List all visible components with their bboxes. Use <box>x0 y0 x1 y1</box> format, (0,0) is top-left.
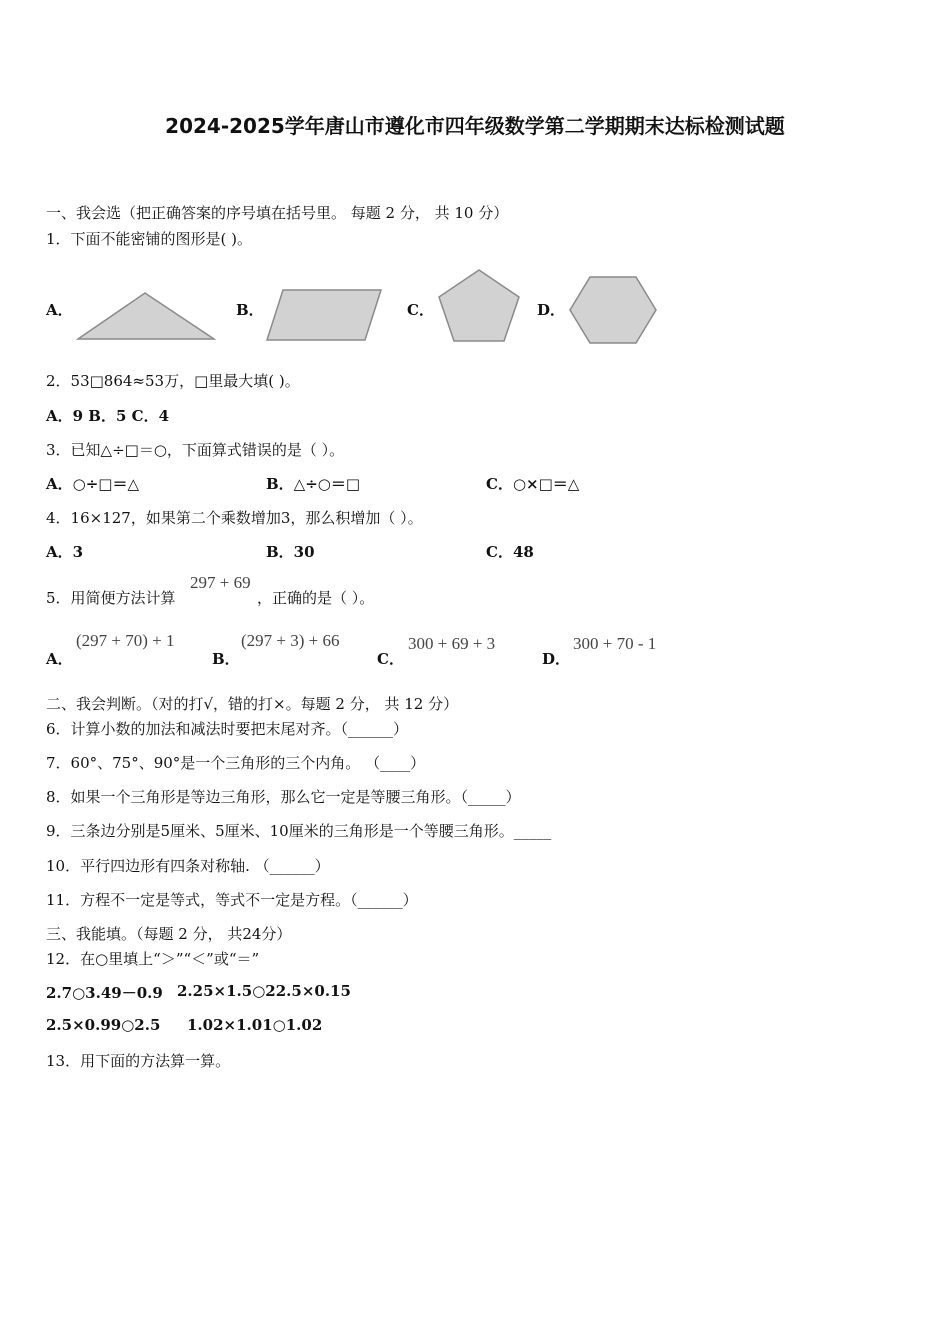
q5-option-a-label: A． <box>46 650 73 668</box>
q5-option-b-label: B． <box>212 650 240 668</box>
question-8: 8．如果一个三角形是等边三角形，那么它一定是等腰三角形。（_____） <box>46 788 521 806</box>
q5-expression: 297 + 69 <box>190 573 251 592</box>
q4-option-a: A．3 <box>46 543 84 561</box>
q5-option-d-label: D． <box>542 650 571 668</box>
q5-option-a-expr: (297 + 70) + 1 <box>76 631 175 650</box>
q5-option-c-expr: 300 + 69 + 3 <box>408 634 496 653</box>
question-1: 1．下面不能密铺的图形是( )。 <box>46 230 253 248</box>
q5-option-d-expr: 300 + 70 - 1 <box>573 634 657 653</box>
pentagon-icon <box>436 268 522 344</box>
question-7: 7．60°、75°、90°是一个三角形的三个内角。 （____） <box>46 754 426 772</box>
q12-row2-item2: 1.02×1.01○1.02 <box>187 1016 323 1034</box>
parallelogram-icon <box>265 288 383 342</box>
q1-option-c-label: C． <box>407 301 434 319</box>
question-2: 2．53□864≈53万，□里最大填( )。 <box>46 372 300 390</box>
q1-option-b-label: B． <box>236 301 264 319</box>
section1-heading: 一、我会选（把正确答案的序号填在括号里。 每题 2 分， 共 10 分） <box>46 204 509 222</box>
q12-row1-item2: 2.25×1.5○22.5×0.15 <box>177 982 351 1000</box>
q4-option-c: C．48 <box>486 543 534 561</box>
question-10: 10．平行四边形有四条对称轴. （______） <box>46 857 330 875</box>
question-5-suffix: ，正确的是（ ）。 <box>257 589 375 607</box>
question-12: 12．在○里填上“＞”“＜”或“＝” <box>46 950 260 968</box>
section2-heading: 二、我会判断。（对的打√，错的打×。每题 2 分， 共 12 分） <box>46 695 459 713</box>
question-6: 6．计算小数的加法和减法时要把末尾对齐。（______） <box>46 720 409 738</box>
question-4: 4．16×127，如果第二个乘数增加3，那么积增加（ ）。 <box>46 509 423 527</box>
q3-option-b: B．△÷○＝□ <box>266 475 361 493</box>
question-11: 11．方程不一定是等式，等式不一定是方程。（______） <box>46 891 418 909</box>
q5-option-b-expr: (297 + 3) + 66 <box>241 631 340 650</box>
hexagon-icon <box>568 275 658 345</box>
q5-option-c-label: C． <box>377 650 404 668</box>
question-9: 9．三条边分别是5厘米、5厘米、10厘米的三角形是一个等腰三角形。_____ <box>46 822 552 840</box>
section3-heading: 三、我能填。（每题 2 分， 共24分） <box>46 925 292 943</box>
question-3: 3．已知△÷□＝○，下面算式错误的是（ ）。 <box>46 441 345 459</box>
q1-option-d-label: D． <box>537 301 566 319</box>
question-13: 13．用下面的方法算一算。 <box>46 1052 231 1070</box>
q3-option-c: C．○×□＝△ <box>486 475 580 493</box>
q2-options: A．9 B．5 C．4 <box>46 407 170 425</box>
question-5-prefix: 5．用简便方法计算 <box>46 589 176 607</box>
q12-row1-item1: 2.7○3.49－0.9 <box>46 984 163 1002</box>
q12-row2-item1: 2.5×0.99○2.5 <box>46 1016 161 1034</box>
triangle-icon <box>75 290 217 342</box>
page-title: 2024-2025学年唐山市遵化市四年级数学第二学期期末达标检测试题 <box>165 114 785 138</box>
q3-option-a: A．○÷□＝△ <box>46 475 140 493</box>
q4-option-b: B．30 <box>266 543 315 561</box>
q1-option-a-label: A． <box>46 301 73 319</box>
